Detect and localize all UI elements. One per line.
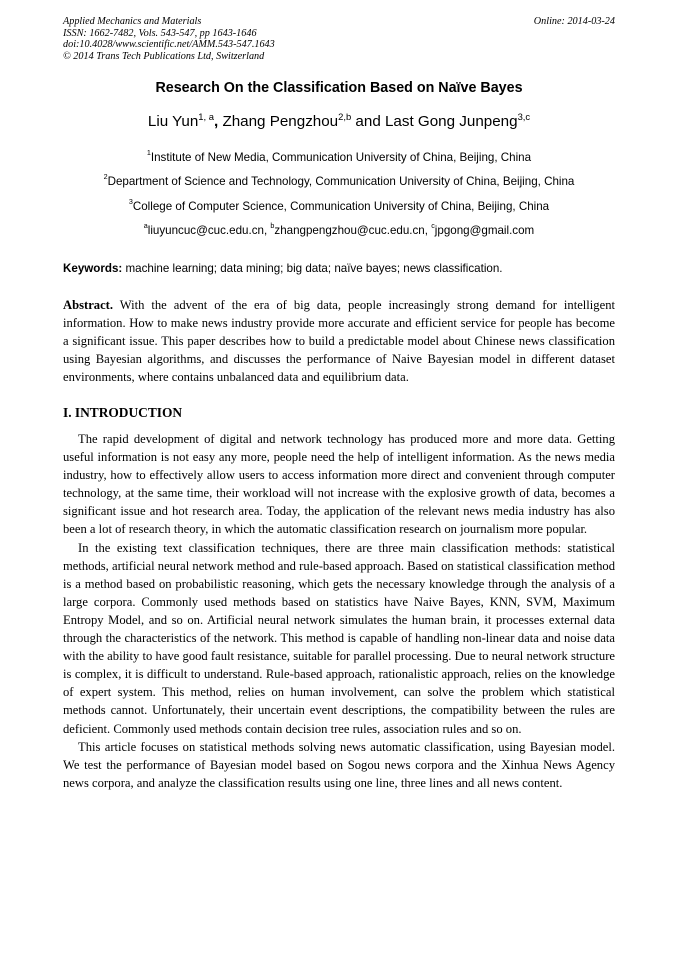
author-name: Zhang Pengzhou: [222, 113, 339, 130]
paper-title: Research On the Classification Based on Naïve Bayes: [155, 80, 523, 96]
abstract: [63, 296, 615, 386]
email-address[interactable]: liuyuncuc@cuc.edu.cn,: [147, 224, 271, 237]
author-superscript: 1, a: [198, 111, 214, 122]
author-name: Liu Yun: [147, 113, 199, 130]
author-superscript: 2,b: [338, 111, 352, 122]
journal-header: [63, 16, 275, 62]
affiliation-3: [0, 197, 678, 213]
affiliation-text: College of Computer Science, Communication University of China, Beijing, China: [132, 200, 550, 213]
affiliation-2: [0, 172, 678, 188]
author-list: [0, 113, 678, 130]
abstract-text: With the advent of the era of big data, people increasingly strong demand for intelligent information. How to make news industry provide more accurate and efficient service for people has become a significant issue. This paper describes how to build a predictable model about Chinese news classification using Bayesian algorithms, and discusses the performance of Naive Bayesian model in different dataset environments, where contains unbalanced data and equilibrium data.: [63, 298, 615, 385]
paragraph: The rapid development of digital and network technology has produced more and more data. Getting useful information is not easy any more, people need the help of intelligent information. As the news media industry, how to effectively allow users to access information more direct and convenient through computer technology, at the same time, their workload will not increase with the explosive growth of data, becomes a significant issue and hot research area. Today, the application of the relevant news media industry has also been a lot of research theory, in which the automatic classification research on journalism more popular.: [63, 432, 615, 537]
email-marker: a: [143, 221, 148, 230]
doi-line: doi:10.4028/www.scientific.net/AMM.543-547.1643: [63, 39, 275, 51]
email-list: [0, 221, 678, 237]
email-address[interactable]: zhangpengzhou@cuc.edu.cn,: [274, 224, 432, 237]
affiliation-text: Institute of New Media, Communication University of China, Beijing, China: [150, 151, 532, 164]
keywords-label: Keywords:: [63, 262, 123, 275]
keywords-line: [63, 262, 615, 275]
author-separator: ,: [213, 113, 223, 130]
section-heading: I. INTRODUCTION: [63, 405, 183, 420]
paragraph: In the existing text classification techniques, there are three main classification methods: statistical methods, artificial neural network method and rule-based approach. Based on statistical classification method is a method based on probabilistic reasoning, which gets the necessary knowledge through the analysis of a large corpora. Commonly used methods based on statistics have Naive Bayes, KNN, SVM, Maximum Entropy Model, and so on. Artificial neural network simulates the human brain, it processes external data through the characteristics of the network. This method is capable of handling non-linear data and noise data with the ability to have good fault resistance, suitable for parallel processing. Due to neural network structure is complex, it is difficult to understand. Rule-based approach, rationalistic approach, relies on the knowledge of expert system. This method, relies on human involvement, can solve the problem which statistical methods cannot. Unfortunately, their uncertain event descriptions, the compatibility between the rules are deficient. Commonly used methods contain decision tree rules, association rules and so on.: [63, 540, 615, 736]
affiliation-marker: 3: [128, 197, 133, 206]
author-name: Last Gong Junpeng: [384, 113, 518, 130]
email-marker: b: [270, 221, 275, 230]
affiliation-marker: 2: [103, 172, 108, 181]
paragraph: This article focuses on statistical methods solving news automatic classification, using Bayesian model. We test the performance of Bayesian model based on Sogou news corpora and the Xinhua News Agency news corpora, and analyze the classification results using one line, three lines and all news content.: [63, 739, 615, 790]
email-address[interactable]: jpgong@gmail.com: [434, 224, 535, 237]
abstract-label: Abstract.: [63, 298, 114, 312]
copyright-line: © 2014 Trans Tech Publications Ltd, Switzerland: [63, 50, 265, 62]
author-superscript: 3,c: [517, 111, 531, 122]
affiliation-1: [0, 148, 678, 164]
online-date: Online: 2014-03-24: [533, 16, 615, 27]
issn-line: ISSN: 1662-7482, Vols. 543-547, pp 1643-1646: [63, 27, 257, 39]
author-separator: and: [351, 113, 385, 130]
introduction-body: [63, 430, 615, 792]
keywords-text: machine learning; data mining; big data; naïve bayes; news classification.: [122, 262, 503, 275]
email-marker: c: [431, 221, 435, 230]
affiliation-marker: 1: [146, 148, 151, 157]
affiliation-text: Department of Science and Technology, Communication University of China, Beijing, China: [107, 175, 575, 188]
journal-name: Applied Mechanics and Materials: [63, 16, 202, 27]
